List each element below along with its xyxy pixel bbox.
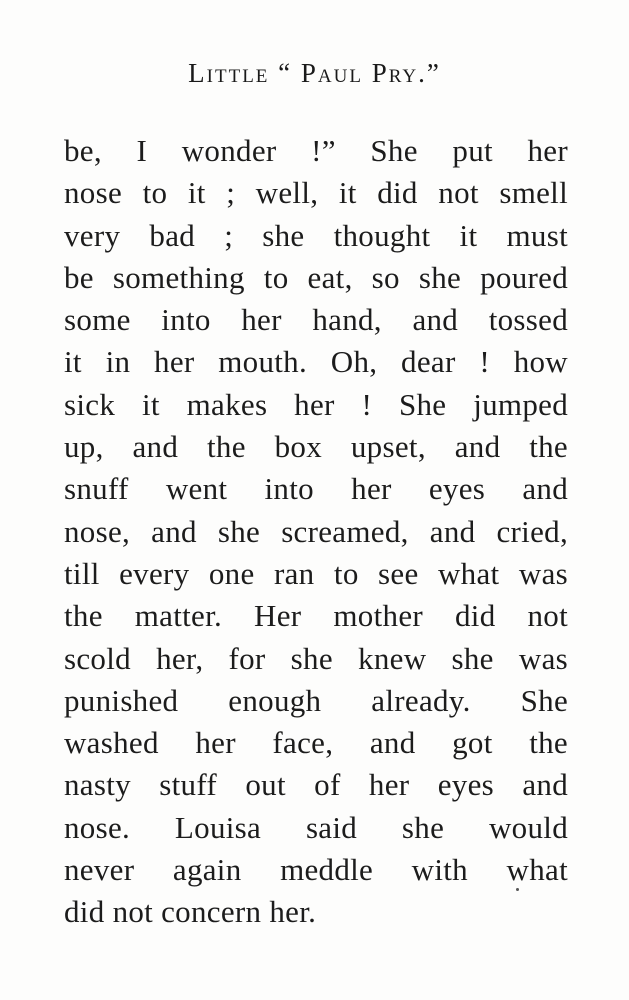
running-head-title: Little “ Paul Pry.” <box>188 58 441 88</box>
text-line: nose to it ; well, it did not smell <box>64 175 568 211</box>
text-line: be, I wonder !” She put her <box>64 133 568 168</box>
text-line: washed her face, and got the <box>64 725 568 761</box>
text-line: nasty stuff out of her eyes and <box>64 767 568 803</box>
text-line: nose. Louisa said she would <box>64 809 568 845</box>
text-line: sick it makes her ! She jumped <box>64 386 568 422</box>
text-line-last: did not concern her. <box>64 894 317 930</box>
text-line: scold her, for she knew she was <box>64 640 568 676</box>
text-line: some into her hand, and tossed <box>64 302 568 338</box>
text-line: never again meddle with what <box>64 852 568 888</box>
story-text <box>64 130 568 934</box>
text-line: snuff went into her eyes and <box>64 471 568 507</box>
text-line: very bad ; she thought it must <box>64 217 568 253</box>
text-line: punished enough already. She <box>64 682 568 718</box>
text-line: till every one ran to see what was <box>64 555 568 591</box>
text-line: the matter. Her mother did not <box>64 598 568 634</box>
text-line: up, and the box upset, and the <box>64 429 568 465</box>
ink-speck <box>516 888 519 891</box>
text-line: be something to eat, so she poured <box>64 259 568 295</box>
text-line: nose, and she screamed, and cried, <box>64 513 568 549</box>
text-line: it in her mouth. Oh, dear ! how <box>64 344 568 380</box>
